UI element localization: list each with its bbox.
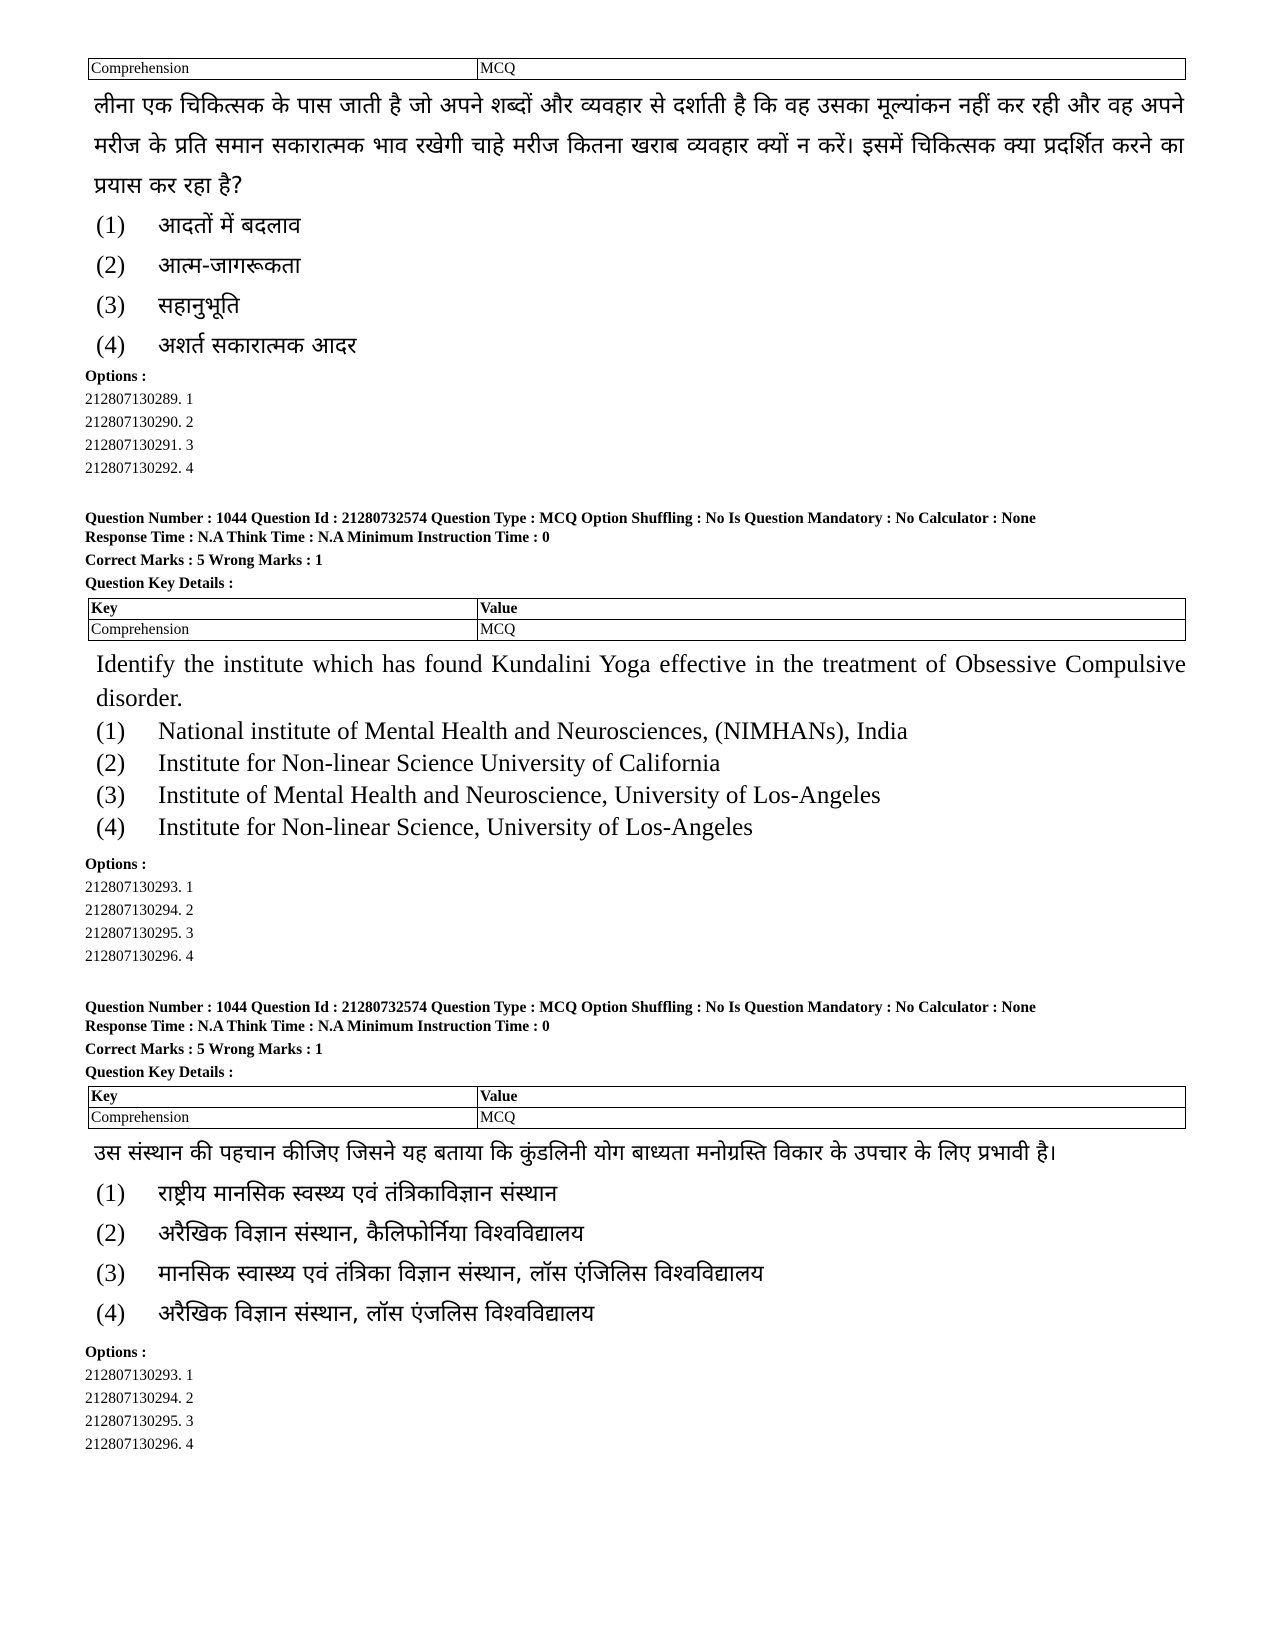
option-id: 212807130294. 2 (85, 1390, 194, 1407)
choice-text: आदतों में बदलाव (158, 213, 301, 239)
key-value-table (88, 1086, 1186, 1129)
option-id: 212807130290. 2 (85, 414, 194, 431)
value-cell: MCQ (478, 59, 1186, 80)
choice-text: राष्ट्रीय मानसिक स्वस्थ्य एवं तंत्रिकाविज्ञान संस्थान (158, 1181, 558, 1207)
key-cell: Comprehension (89, 1108, 478, 1129)
options-label: Options : (85, 368, 147, 385)
key-details-label: Question Key Details : (85, 1064, 234, 1081)
table-header-row (89, 599, 1186, 620)
choice-text: सहानुभूति (158, 293, 240, 319)
question-block-english (85, 509, 1036, 593)
question-timing: Response Time : N.A Think Time : N.A Minimum Instruction Time : 0 (85, 529, 550, 546)
option-id: 212807130295. 3 (85, 925, 194, 942)
choice-item (96, 286, 1186, 326)
choice-item (96, 716, 1186, 748)
key-cell: Comprehension (89, 59, 478, 80)
question-block-top (88, 58, 1186, 366)
choice-text: अशर्त सकारात्मक आदर (158, 333, 357, 359)
choice-item (96, 1214, 1186, 1254)
choice-item (96, 780, 1186, 812)
choice-list (88, 1174, 1186, 1334)
option-id: 212807130295. 3 (85, 1413, 194, 1430)
choice-item (96, 748, 1186, 780)
question-text: Identify the institute which has found Kundalini Yoga effective in the treatment of Obsessive Compulsive disorder. (96, 651, 1186, 712)
choice-number: (3) (96, 1260, 126, 1287)
option-id: 212807130292. 4 (85, 460, 194, 477)
choice-item (96, 812, 1186, 844)
choice-number: (3) (96, 782, 126, 809)
question-timing: Response Time : N.A Think Time : N.A Minimum Instruction Time : 0 (85, 1018, 550, 1035)
choice-number: (4) (96, 1300, 126, 1327)
table-header-row (89, 1087, 1186, 1108)
choice-text: National institute of Mental Health and Neurosciences, (NIMHANs), India (158, 718, 908, 745)
option-id: 212807130289. 1 (85, 391, 194, 408)
choice-item (96, 326, 1186, 366)
question-meta: Question Number : 1044 Question Id : 21280732574 Question Type : MCQ Option Shuffling : No Is Question Mandatory : No Calculator : None (85, 999, 1036, 1016)
choice-text: Institute for Non-linear Science University of California (158, 750, 721, 777)
value-header: Value (478, 599, 1186, 620)
choice-item (96, 1294, 1186, 1334)
key-details-label: Question Key Details : (85, 575, 234, 592)
options-label: Options : (85, 856, 147, 873)
options-block-top (85, 366, 194, 480)
option-id: 212807130293. 1 (85, 1367, 194, 1384)
choice-number: (1) (96, 212, 126, 239)
value-cell: MCQ (478, 620, 1186, 641)
choice-number: (3) (96, 292, 126, 319)
option-id: 212807130291. 3 (85, 437, 194, 454)
english-table-wrap (88, 598, 1186, 844)
table-row (89, 1108, 1186, 1129)
options-block-hindi (85, 1342, 194, 1456)
key-cell: Comprehension (89, 620, 478, 641)
choice-number: (2) (96, 1220, 126, 1247)
question-text: उस संस्थान की पहचान कीजिए जिसने यह बताया कि कुंडलिनी योग बाध्यता मनोग्रस्ति विकार के उपचार के लिए प्रभावी है। (94, 1141, 1057, 1166)
table-row (89, 59, 1186, 80)
choice-list (88, 716, 1186, 844)
question-text: लीना एक चिकित्सक के पास जाती है जो अपने शब्दों और व्यवहार से दर्शाती है कि वह उसका मूल्यांकन नहीं कर रही और वह अपने मरीज के प्रति समान सकारात्मक भाव रखेगी चाहे मरीज कितना खराब व्यवहार क्यों न करें। इसमें चिकित्सक क्या प्रदर्शित करने का प्रयास कर रहा है? (94, 93, 1184, 199)
choice-number: (4) (96, 814, 126, 841)
table-row (89, 620, 1186, 641)
choice-number: (2) (96, 252, 126, 279)
choice-item (96, 206, 1186, 246)
key-header: Key (89, 599, 478, 620)
choice-number: (1) (96, 1180, 126, 1207)
choice-text: अरैखिक विज्ञान संस्थान, लॉस एंजलिस विश्वविद्यालय (158, 1301, 595, 1327)
choice-number: (1) (96, 718, 126, 745)
question-marks: Correct Marks : 5 Wrong Marks : 1 (85, 1041, 323, 1058)
option-id: 212807130293. 1 (85, 879, 194, 896)
choice-item (96, 1174, 1186, 1214)
choice-text: अरैखिक विज्ञान संस्थान, कैलिफोर्निया विश्वविद्यालय (158, 1221, 584, 1247)
choice-text: Institute of Mental Health and Neuroscience, University of Los-Angeles (158, 782, 881, 809)
choice-text: आत्म-जागरूकता (158, 253, 301, 279)
option-id: 212807130296. 4 (85, 1436, 194, 1453)
option-id: 212807130294. 2 (85, 902, 194, 919)
choice-number: (4) (96, 332, 126, 359)
choice-item (96, 1254, 1186, 1294)
key-value-table (88, 58, 1186, 80)
question-meta: Question Number : 1044 Question Id : 21280732574 Question Type : MCQ Option Shuffling : No Is Question Mandatory : No Calculator : None (85, 510, 1036, 527)
question-marks: Correct Marks : 5 Wrong Marks : 1 (85, 552, 323, 569)
choice-item (96, 246, 1186, 286)
hindi-table-wrap (88, 1086, 1186, 1334)
key-header: Key (89, 1087, 478, 1108)
value-cell: MCQ (478, 1108, 1186, 1129)
options-block-english (85, 854, 194, 968)
choice-text: मानसिक स्वास्थ्य एवं तंत्रिका विज्ञान संस्थान, लॉस एंजिलिस विश्वविद्यालय (158, 1261, 764, 1287)
choice-number: (2) (96, 750, 126, 777)
choice-list (88, 206, 1186, 366)
choice-text: Institute for Non-linear Science, University of Los-Angeles (158, 814, 753, 841)
question-block-hindi (85, 998, 1036, 1082)
option-id: 212807130296. 4 (85, 948, 194, 965)
key-value-table (88, 598, 1186, 641)
value-header: Value (478, 1087, 1186, 1108)
options-label: Options : (85, 1344, 147, 1361)
